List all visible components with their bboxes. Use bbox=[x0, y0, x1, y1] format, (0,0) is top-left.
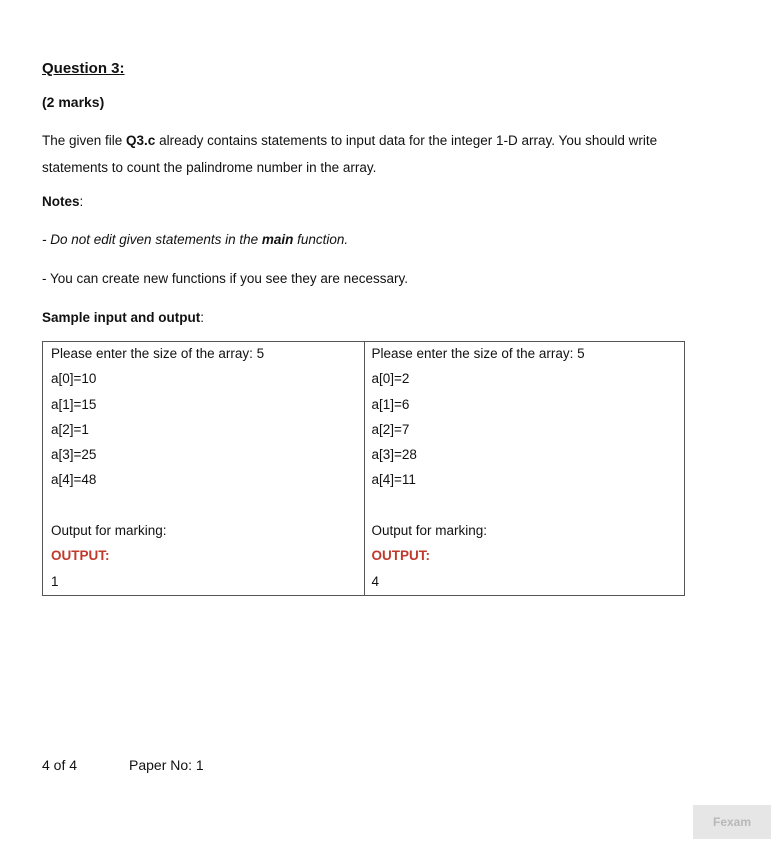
note1-start: - Do not edit given statements in the bbox=[42, 232, 262, 247]
intro-text-end: already contains statements to input data for the integer 1-D array. You should write statements to count the palindrome number in the array. bbox=[42, 133, 658, 175]
note-do-not-edit bbox=[42, 232, 348, 247]
array-input: a[0]=2 bbox=[371, 371, 410, 387]
question-marks: (2 marks) bbox=[42, 94, 105, 110]
question-heading: Question 3: bbox=[42, 60, 125, 77]
question-description bbox=[42, 127, 702, 181]
sample-io-table bbox=[42, 341, 685, 596]
blank-line bbox=[51, 496, 364, 521]
file-name: Q3.c bbox=[126, 133, 156, 148]
size-prompt: Please enter the size of the array: 5 bbox=[371, 346, 585, 361]
notes-heading bbox=[42, 194, 83, 209]
output-result: 4 bbox=[371, 573, 380, 589]
paper-number: Paper No: 1 bbox=[129, 757, 204, 773]
array-input: a[2]=1 bbox=[51, 421, 89, 437]
note1-end: function. bbox=[293, 232, 349, 247]
blank-line bbox=[372, 496, 685, 521]
notes-colon: : bbox=[79, 194, 84, 209]
marking-label: Output for marking: bbox=[371, 523, 488, 539]
marking-label: Output for marking: bbox=[51, 523, 167, 539]
watermark-text: Fexam bbox=[712, 815, 752, 829]
array-input: a[1]=15 bbox=[51, 396, 97, 412]
array-input: a[1]=6 bbox=[371, 396, 410, 412]
sample-heading bbox=[42, 310, 204, 325]
array-input: a[0]=10 bbox=[51, 371, 97, 387]
sample-label: Sample input and output bbox=[42, 310, 201, 325]
array-input: a[3]=25 bbox=[51, 447, 97, 463]
output-label: OUTPUT: bbox=[371, 548, 430, 564]
size-prompt: Please enter the size of the array: 5 bbox=[51, 346, 265, 361]
sample-column-2 bbox=[364, 342, 685, 595]
array-input: a[2]=7 bbox=[371, 421, 410, 437]
main-keyword: main bbox=[261, 232, 294, 247]
watermark-logo bbox=[693, 805, 771, 839]
intro-text-start: The given file bbox=[42, 133, 127, 148]
output-result: 1 bbox=[51, 573, 59, 589]
array-input: a[3]=28 bbox=[371, 447, 417, 463]
note-new-functions: - You can create new functions if you see they are necessary. bbox=[42, 271, 408, 286]
array-input: a[4]=48 bbox=[51, 472, 97, 488]
output-label: OUTPUT: bbox=[51, 548, 110, 564]
notes-label: Notes bbox=[42, 194, 80, 209]
sample-column-1 bbox=[43, 342, 364, 595]
array-input: a[4]=11 bbox=[371, 472, 416, 488]
sample-colon: : bbox=[200, 310, 205, 325]
page-number: 4 of 4 bbox=[42, 757, 78, 773]
